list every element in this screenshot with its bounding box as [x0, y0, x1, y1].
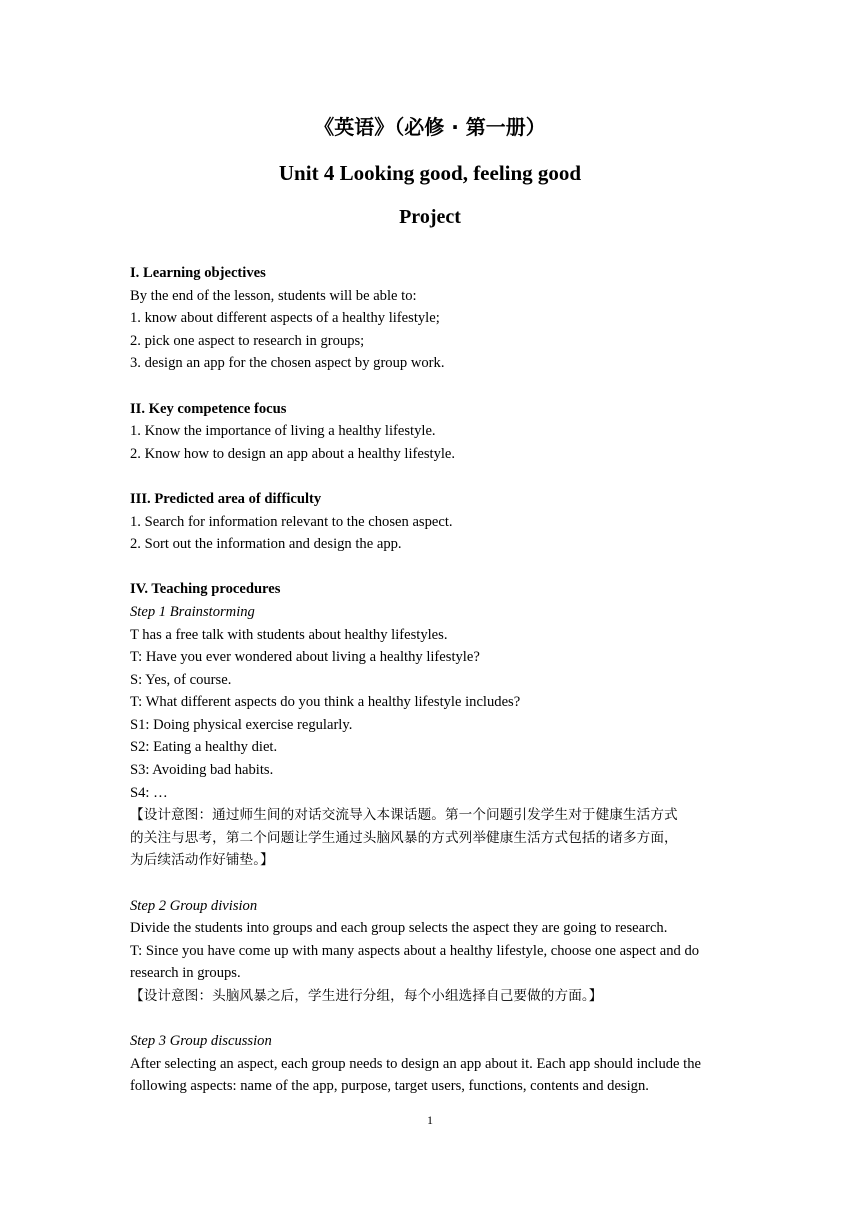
objectives-intro: By the end of the lesson, students will be able to: [130, 287, 417, 304]
dialogue-line: S2: Eating a healthy diet. [130, 739, 278, 756]
unit-title: Unit 4 Looking good, feeling good [278, 161, 582, 185]
objective-item: 3. design an app for the chosen aspect by group work. [130, 355, 445, 372]
step3-instruction: After selecting an aspect, each group needs to design an app about it. Each app should include the following aspects: name of the app, purpose, target users, functions, contents and design. [130, 1055, 701, 1095]
dialogue-line: T has a free talk with students about healthy lifestyles. [130, 626, 448, 643]
spacer [130, 872, 732, 895]
spacer [130, 556, 732, 579]
spacer [130, 465, 732, 488]
procedures-heading: IV. Teaching procedures [130, 581, 281, 598]
step3-title: Step 3 Group discussion [130, 1033, 272, 1050]
dialogue-line: T: Have you ever wondered about living a healthy lifestyle? [130, 649, 480, 666]
step1-title: Step 1 Brainstorming [130, 603, 255, 620]
design-note-line: 的关注与思考，第二个问题让学生通过头脑风暴的方式列举健康生活方式包括的诸多方面， [130, 829, 678, 846]
dialogue-line: S1: Doing physical exercise regularly. [130, 716, 353, 733]
step2-teacher-prompt: T: Since you have come up with many aspects about a healthy lifestyle, choose one aspect and do research in groups. [130, 942, 700, 982]
step2-instruction: Divide the students into groups and each group selects the aspect they are going to research. [130, 920, 668, 937]
step2-design-note: 【设计意图：头脑风暴之后，学生进行分组，每个小组选择自己要做的方面。】 [130, 988, 603, 1004]
competence-item: 1. Know the importance of living a healthy lifestyle. [130, 423, 436, 440]
section-title: Project [399, 206, 461, 228]
spacer [130, 375, 732, 398]
difficulty-heading: III. Predicted area of difficulty [130, 490, 322, 507]
difficulty-item: 2. Sort out the information and design the app. [130, 536, 402, 553]
dialogue-line: S3: Avoiding bad habits. [130, 762, 274, 779]
objective-item: 2. pick one aspect to research in groups; [130, 332, 365, 349]
spacer [130, 1008, 732, 1031]
book-title: 《英语》（必修 · 第一册） [314, 115, 546, 139]
title-block [0, 112, 860, 232]
dialogue-line: S: Yes, of course. [130, 671, 232, 688]
competence-heading: II. Key competence focus [130, 400, 287, 417]
dialogue-line: S4: … [130, 784, 168, 801]
difficulty-item: 1. Search for information relevant to the chosen aspect. [130, 513, 453, 530]
document-body [130, 262, 732, 1098]
design-note-line: 【设计意图：通过师生间的对话交流导入本课话题。第一个问题引发学生对于健康生活方式 [130, 807, 678, 824]
competence-item: 2. Know how to design an app about a healthy lifestyle. [130, 445, 456, 462]
step2-title: Step 2 Group division [130, 897, 258, 914]
objectives-heading: I. Learning objectives [130, 265, 266, 281]
design-note-line: 为后续活动作好铺垫。】 [130, 852, 274, 869]
objective-item: 1. know about different aspects of a healthy lifestyle; [130, 310, 440, 327]
page-number: 1 [427, 1113, 433, 1127]
dialogue-line: T: What different aspects do you think a healthy lifestyle includes? [130, 694, 521, 711]
